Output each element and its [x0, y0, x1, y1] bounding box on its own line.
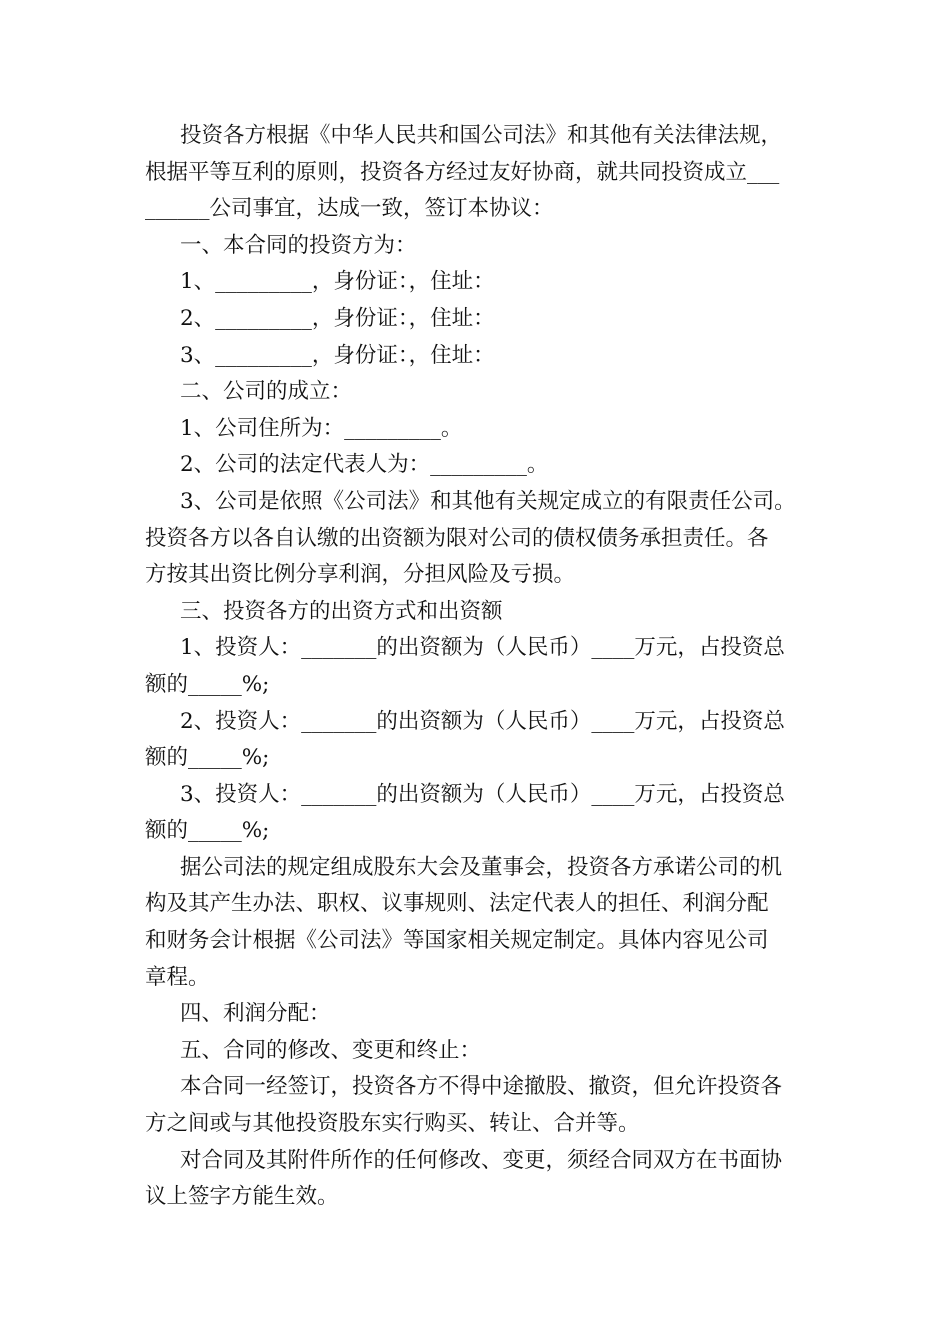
paragraph-line: 本合同一经签订，投资各方不得中途撤股、撤资，但允许投资各: [180, 1074, 783, 1100]
list-item: 3、公司是依照《公司法》和其他有关规定成立的有限责任公司。: [180, 488, 796, 514]
list-item: 2、公司的法定代表人为：_________。: [180, 452, 549, 478]
paragraph-line: 章程。: [145, 964, 210, 990]
section-heading: 三、投资各方的出资方式和出资额: [180, 598, 503, 624]
list-item: 3、投资人：_______的出资额为（人民币）____万元，占投资总: [180, 781, 785, 807]
section-heading: 五、合同的修改、变更和终止：: [180, 1037, 482, 1063]
section-heading: 四、利润分配：: [180, 1001, 331, 1027]
paragraph-line: 据公司法的规定组成股东大会及董事会，投资各方承诺公司的机: [180, 854, 783, 880]
list-item: 2、_________，身份证：，住址：: [180, 305, 495, 331]
list-item: 1、公司住所为：_________。: [180, 415, 463, 441]
paragraph-line: 方按其出资比例分享利润，分担风险及亏损。: [145, 562, 576, 588]
list-item: 1、投资人：_______的出资额为（人民币）____万元，占投资总: [180, 635, 785, 661]
paragraph-line: 方之间或与其他投资股东实行购买、转让、合并等。: [145, 1111, 640, 1137]
paragraph-line: 投资各方以各自认缴的出资额为限对公司的债权债务承担责任。各: [145, 525, 769, 551]
paragraph-line: 额的_____%;: [145, 745, 270, 771]
list-item: 3、_________，身份证：，住址：: [180, 342, 495, 368]
section-heading: 二、公司的成立：: [180, 379, 353, 405]
list-item: 2、投资人：_______的出资额为（人民币）____万元，占投资总: [180, 708, 785, 734]
list-item: 1、_________，身份证：，住址：: [180, 269, 495, 295]
paragraph-line: ______公司事宜，达成一致，签订本协议：: [145, 196, 554, 222]
paragraph-line: 构及其产生办法、职权、议事规则、法定代表人的担任、利润分配: [145, 891, 769, 917]
contract-body: [145, 118, 807, 1216]
paragraph-line: 额的_____%;: [145, 818, 270, 844]
section-heading: 一、本合同的投资方为：: [180, 232, 417, 258]
paragraph-line: 和财务会计根据《公司法》等国家相关规定制定。具体内容见公司: [145, 928, 769, 954]
paragraph-line: 议上签字方能生效。: [145, 1184, 339, 1210]
paragraph-line: 对合同及其附件所作的任何修改、变更，须经合同双方在书面协: [180, 1147, 783, 1173]
paragraph-line: 根据平等互利的原则，投资各方经过友好协商，就共同投资成立___: [145, 159, 780, 185]
paragraph-line: 额的_____%;: [145, 671, 270, 697]
paragraph-line: 投资各方根据《中华人民共和国公司法》和其他有关法律法规，: [180, 123, 783, 148]
